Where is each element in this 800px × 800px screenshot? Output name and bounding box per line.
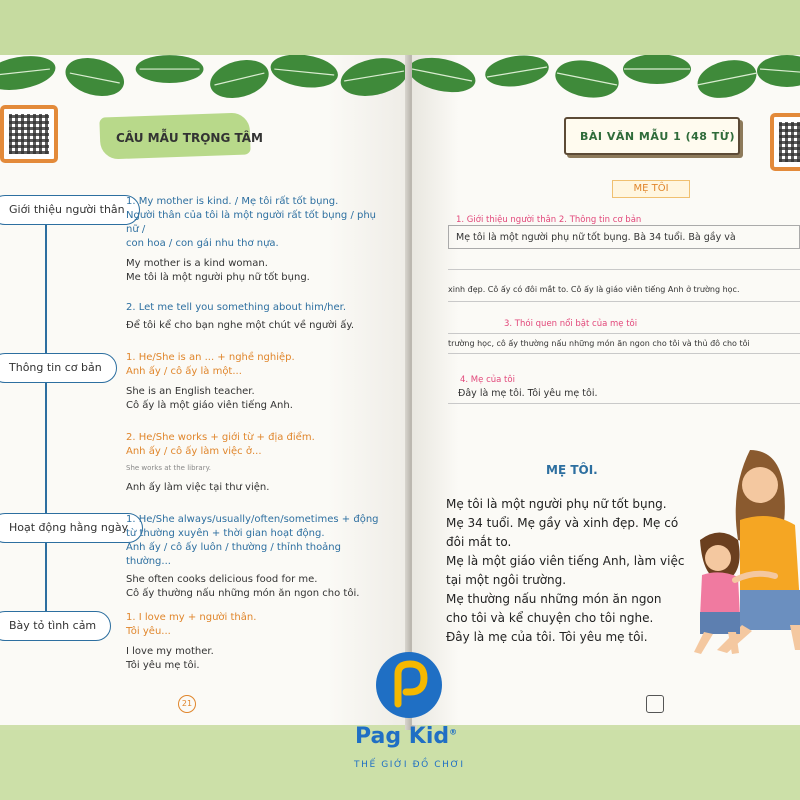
ruled-line — [448, 269, 800, 270]
palm-leaves-decoration — [0, 55, 409, 115]
sentence-line: 2. He/She works + giới từ + địa điểm. — [126, 432, 315, 443]
ruled-line — [448, 403, 800, 404]
essay-line: đôi mắt to. — [446, 535, 512, 549]
registered-mark: ® — [449, 727, 458, 737]
sentence-line: con hoa / con gái nhu thơ nựa. — [126, 238, 279, 249]
essay-line: Mẹ tôi là một người phụ nữ tốt bụng. — [446, 497, 667, 511]
page-number-box — [646, 695, 664, 713]
qr-code[interactable] — [770, 113, 800, 171]
essay-line: Đây là mẹ của tôi. Tôi yêu mẹ tôi. — [446, 630, 648, 644]
brand-name-text: Pag Kid — [355, 724, 450, 749]
pill-intro: Giới thiệu người thân — [0, 195, 140, 225]
left-page — [0, 55, 410, 725]
sentence-block-3 — [126, 351, 388, 413]
essay-line: Mẹ thường nấu những món ăn ngon — [446, 592, 662, 606]
essay-line: cho tôi và kể chuyện cho tôi nghe. — [446, 611, 654, 625]
sentence-line: Anh ấy / cô ấy làm việc ở... — [126, 446, 262, 457]
example-line: My mother is a kind woman. — [126, 258, 268, 269]
essay-line: Mẹ 34 tuổi. Mẹ gầy và xinh đẹp. Mẹ có — [446, 516, 679, 530]
ruled-line — [448, 333, 800, 334]
example-line: Cô ấy thường nấu những món ăn ngon cho tôi. — [126, 588, 360, 599]
example-line: Me tôi là một người phụ nữ tốt bụng. — [126, 272, 310, 283]
page-title: CÂU MẪU TRỌNG TÂM — [116, 131, 263, 145]
ruled-line — [448, 353, 800, 354]
ruled-line — [448, 301, 800, 302]
example-line: She often cooks delicious food for me. — [126, 574, 318, 585]
section-heading: 4. Mẹ của tôi — [460, 375, 515, 385]
essay-body — [446, 495, 686, 647]
right-page — [412, 55, 800, 725]
sentence-line: Anh ấy / cô ấy là một... — [126, 366, 242, 377]
sentence-line: Anh ấy / cô ấy luôn / thường / thỉnh thoảng thường... — [126, 542, 341, 567]
palm-leaves-decoration — [412, 55, 800, 115]
sentence-block-1 — [126, 195, 388, 285]
pill-affection: Bày tỏ tình cảm — [0, 611, 111, 641]
open-book — [0, 55, 800, 730]
text-line: Đây là mẹ tôi. Tôi yêu mẹ tôi. — [458, 388, 598, 399]
example-line: Tôi yêu mẹ tôi. — [126, 660, 200, 671]
section-heading: 1. Giới thiệu người thân 2. Thông tin cơ bản — [456, 215, 642, 225]
example-line: Anh ấy làm việc tại thư viện. — [126, 482, 270, 493]
pill-daily-activity: Hoạt động hằng ngày — [0, 513, 143, 543]
mother-daughter-illustration — [680, 440, 800, 655]
example-line: I love my mother. — [126, 646, 214, 657]
sentence-line: 1. My mother is kind. / Mẹ tôi rất tốt bụng. — [126, 196, 339, 207]
brand-logo-icon — [390, 660, 430, 708]
text-line: Mẹ tôi là một người phụ nữ tốt bụng. Bà 34 tuổi. Bà gầy và — [456, 232, 736, 243]
sentence-line: 1. He/She is an ... + nghề nghiệp. — [126, 352, 295, 363]
sentence-line: 1. He/She always/usually/often/sometimes + động — [126, 514, 379, 525]
essay-line: Mẹ là một giáo viên tiếng Anh, làm việc — [446, 554, 685, 568]
background-top — [0, 0, 800, 60]
example-line: Cô ấy là một giáo viên tiếng Anh. — [126, 400, 293, 411]
example-line: She works at the library. — [126, 464, 211, 472]
brand-tagline: THẾ GIỚI ĐỒ CHƠI — [354, 760, 465, 770]
sentence-block-6 — [126, 611, 388, 673]
sentence-line: 1. I love my + người thân. — [126, 612, 257, 623]
example-line: She is an English teacher. — [126, 386, 255, 397]
sentence-block-2 — [126, 301, 388, 333]
essay-title: MẸ TÔI. — [546, 463, 598, 477]
essay-line: tại một ngôi trường. — [446, 573, 567, 587]
page-number: 21 — [178, 695, 196, 713]
brand-name — [355, 724, 457, 749]
topic-label: MẸ TÔI — [612, 180, 690, 198]
qr-code[interactable] — [0, 105, 58, 163]
sentence-line: Tôi yêu... — [126, 626, 171, 637]
pill-basic-info: Thông tin cơ bản — [0, 353, 117, 383]
section-heading: 3. Thói quen nổi bật của mẹ tôi — [504, 319, 638, 329]
text-line: trường học, cô ấy thường nấu những món ăn ngon cho tôi và thủ đô cho tôi — [448, 339, 750, 348]
sentence-line: 2. Let me tell you something about him/her. — [126, 302, 347, 313]
sentence-line: Người thân của tôi là một người rất tốt bụng / phụ nữ / — [126, 210, 377, 235]
sentence-block-5 — [126, 513, 388, 601]
sentence-block-4 — [126, 431, 388, 495]
page-title: BÀI VĂN MẪU 1 (48 TỪ) — [580, 130, 735, 143]
sentence-line: từ thường xuyên + thời gian hoạt động. — [126, 528, 325, 539]
example-line: Để tôi kể cho bạn nghe một chút về người ấy. — [126, 320, 355, 331]
mindmap-connector — [45, 225, 47, 615]
text-line: xinh đẹp. Cô ấy có đôi mắt to. Cô ấy là giáo viên tiếng Anh ở trường học. — [448, 285, 740, 294]
